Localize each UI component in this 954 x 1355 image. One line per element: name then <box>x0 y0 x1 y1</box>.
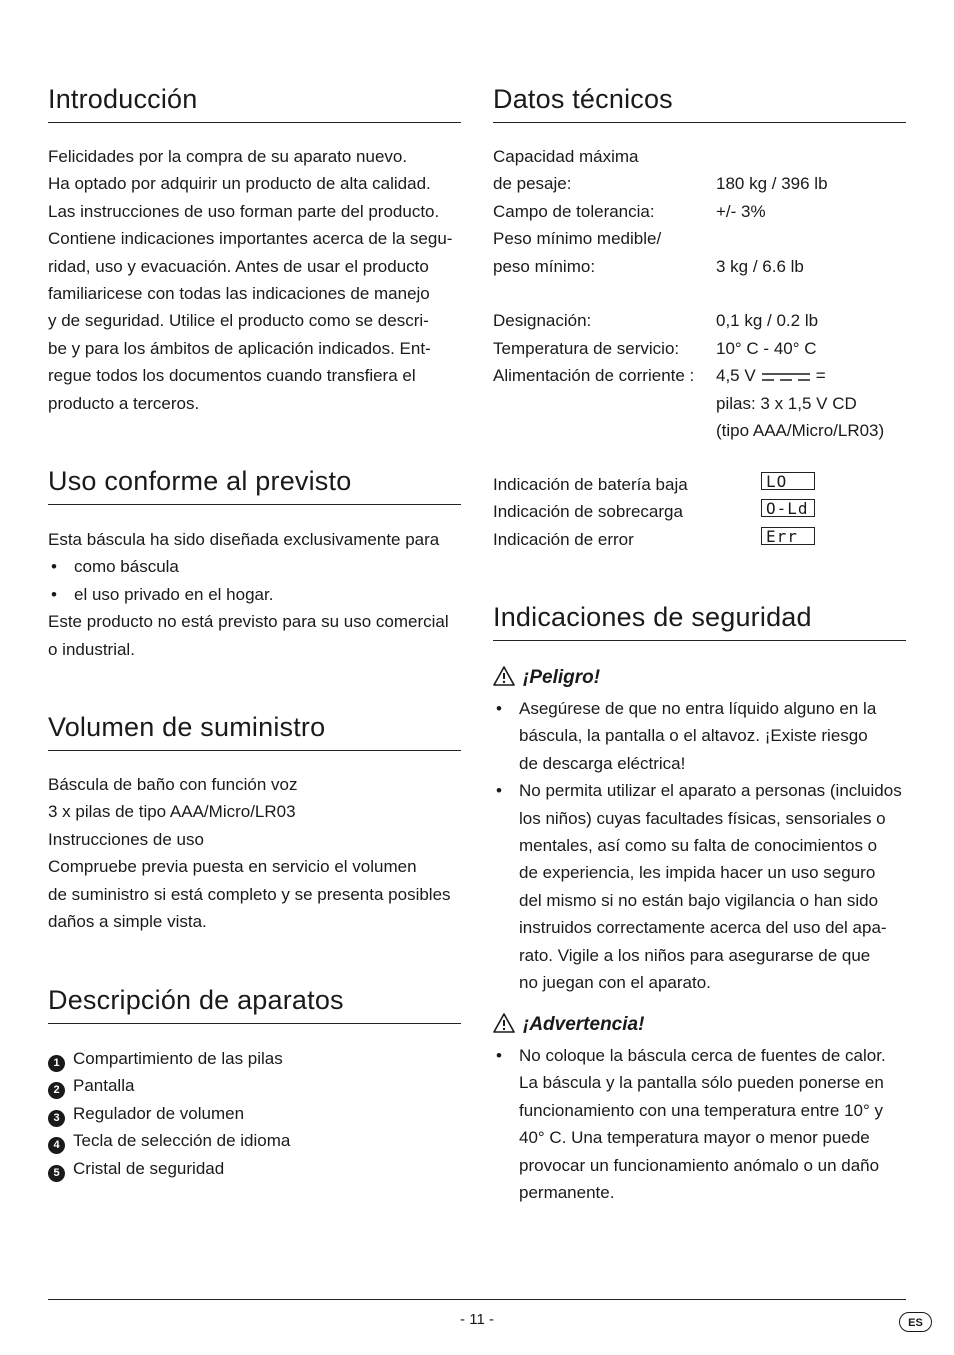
warning-triangle-icon <box>493 1013 515 1033</box>
list-item <box>48 1127 461 1154</box>
indicator-row <box>493 471 906 498</box>
number-badge-icon: 5 <box>48 1165 65 1182</box>
peligro-list <box>493 695 906 996</box>
list-item-label: Pantalla <box>73 1076 135 1096</box>
text-line: los niños) cuyas facultades físicas, sensoriales o <box>519 808 886 828</box>
bullet-item <box>493 1042 906 1206</box>
table-row <box>493 198 884 225</box>
spec-value: 180 kg / 396 lb <box>716 174 828 194</box>
text-line: de suministro si está completo y se presenta posibles <box>48 884 451 904</box>
text-line: de experiencia, les impida hacer un uso seguro <box>519 863 876 883</box>
datos-title: Datos técnicos <box>493 82 906 123</box>
text-line: Las instrucciones de uso forman parte del producto. <box>48 201 440 221</box>
table-row <box>493 225 884 252</box>
table-row <box>493 143 884 170</box>
spec-value: 0,1 kg / 0.2 lb <box>716 311 819 331</box>
spec-key: Peso mínimo medible/ <box>493 229 662 249</box>
text-line: La báscula y la pantalla sólo pueden ponerse en <box>519 1073 884 1093</box>
number-badge-icon: 3 <box>48 1110 65 1127</box>
lcd-low-battery-display: LO <box>761 472 815 490</box>
table-row <box>493 390 884 417</box>
indicator-label: Indicación de batería baja <box>493 475 688 494</box>
table-row <box>493 170 884 197</box>
peligro-heading <box>493 666 600 690</box>
lcd-error-display: Err <box>761 527 815 545</box>
tech-data-table <box>493 143 884 444</box>
list-item <box>48 1045 461 1072</box>
spec-value <box>716 280 884 307</box>
list-item-label: Compartimiento de las pilas <box>73 1049 283 1068</box>
voltage-suffix: = <box>815 366 826 386</box>
warning-triangle-icon <box>493 666 515 686</box>
text-line: o industrial. <box>48 639 135 659</box>
advertencia-heading <box>493 1013 644 1037</box>
text-line: Contiene indicaciones importantes acerca de la segu- <box>48 229 453 249</box>
text-line: 40° C. Una temperatura mayor o menor puede <box>519 1128 870 1148</box>
table-row <box>493 253 884 280</box>
descripcion-list <box>48 1045 461 1182</box>
table-row <box>493 280 884 307</box>
footer-divider <box>48 1299 906 1300</box>
text-line: del mismo si no están bajo vigilancia o han sido <box>519 890 879 910</box>
spec-value: pilas: 3 x 1,5 V CD <box>716 393 857 413</box>
text-line: permanente. <box>519 1183 615 1203</box>
spec-value <box>716 362 884 389</box>
spec-key: Designación: <box>493 311 592 331</box>
text-line: Báscula de baño con función voz <box>48 775 298 794</box>
uso-title: Uso conforme al previsto <box>48 464 461 505</box>
text-line: báscula, la pantalla o el altavoz. ¡Existe riesgo <box>519 726 868 746</box>
intro-title: Introducción <box>48 82 461 123</box>
text-line: daños a simple vista. <box>48 912 207 932</box>
spec-value <box>716 225 884 252</box>
voltage-value: 4,5 V <box>716 366 756 386</box>
table-row <box>493 335 884 362</box>
text-line: provocar un funcionamiento anómalo o un daño <box>519 1155 880 1175</box>
text-line: • No permita utilizar el aparato a personas (incluidos <box>519 781 902 801</box>
list-item <box>48 1155 461 1182</box>
text-line: • No coloque la báscula cerca de fuentes de calor. <box>519 1046 886 1065</box>
number-badge-icon: 2 <box>48 1082 65 1099</box>
bullet-item: • el uso privado en el hogar. <box>48 581 461 608</box>
list-item <box>48 1100 461 1127</box>
bullet-item <box>493 695 906 777</box>
spec-key: peso mínimo: <box>493 256 596 276</box>
text-line: funcionamiento con una temperatura entre 10° y <box>519 1100 884 1120</box>
text-line: Instrucciones de uso <box>48 829 204 849</box>
text-line: Esta báscula ha sido diseñada exclusivamente para <box>48 530 440 549</box>
text-line: rato. Vigile a los niños para asegurarse de que <box>519 945 871 965</box>
number-badge-icon: 1 <box>48 1055 65 1072</box>
text-line: producto a terceros. <box>48 393 200 413</box>
text-line: 3 x pilas de tipo AAA/Micro/LR03 <box>48 802 296 822</box>
table-row <box>493 362 884 389</box>
spec-key <box>493 280 716 307</box>
spec-key: de pesaje: <box>493 174 572 194</box>
peligro-label: ¡Peligro! <box>523 667 601 688</box>
advertencia-label: ¡Advertencia! <box>523 1014 645 1035</box>
text-line: Felicidades por la compra de su aparato nuevo. <box>48 147 408 166</box>
spec-key <box>493 390 716 417</box>
direct-current-icon <box>762 372 810 382</box>
list-item-label: Regulador de volumen <box>73 1103 245 1123</box>
lcd-overload-display: O-Ld <box>761 499 815 517</box>
intro-paragraph <box>48 143 461 417</box>
spec-key: Temperatura de servicio: <box>493 338 680 358</box>
indicator-row <box>493 526 906 553</box>
spec-value: (tipo AAA/Micro/LR03) <box>716 421 885 441</box>
text-line: de descarga eléctrica! <box>519 753 686 773</box>
indicator-list <box>493 471 906 553</box>
seguridad-title: Indicaciones de seguridad <box>493 600 906 641</box>
text-line: Compruebe previa puesta en servicio el volumen <box>48 857 417 877</box>
list-item-label: Cristal de seguridad <box>73 1158 225 1178</box>
indicator-row <box>493 498 906 525</box>
spec-key: Alimentación de corriente : <box>493 366 695 386</box>
text-line: regue todos los documentos cuando transfiera el <box>48 366 416 386</box>
indicator-label: Indicación de error <box>493 529 634 549</box>
text-line: Este producto no está previsto para su uso comercial <box>48 612 449 632</box>
text-line: y de seguridad. Utilice el producto como se descri- <box>48 311 429 331</box>
indicator-label: Indicación de sobrecarga <box>493 502 683 522</box>
text-line: • Asegúrese de que no entra líquido alguno en la <box>519 699 877 718</box>
table-row <box>493 417 884 444</box>
number-badge-icon: 4 <box>48 1137 65 1154</box>
uso-paragraph <box>48 526 461 663</box>
page-number: - 11 - <box>460 1311 494 1328</box>
text-line: familiaricese con todas las indicaciones de manejo <box>48 284 430 304</box>
spec-key: Capacidad máxima <box>493 147 639 166</box>
spec-value: 3 kg / 6.6 lb <box>716 256 804 276</box>
spec-value: 10° C - 40° C <box>716 338 817 358</box>
volumen-paragraph <box>48 771 461 935</box>
volumen-title: Volumen de suministro <box>48 710 461 751</box>
text-line: mentales, así como su falta de conocimientos o <box>519 836 878 856</box>
list-item <box>48 1072 461 1099</box>
language-badge: ES <box>899 1312 932 1332</box>
spec-value: +/- 3% <box>716 201 766 221</box>
spec-key: Campo de tolerancia: <box>493 201 655 221</box>
text-line: be y para los ámbitos de aplicación indicados. Ent- <box>48 338 431 358</box>
descripcion-title: Descripción de aparatos <box>48 983 461 1024</box>
text-line: ridad, uso y evacuación. Antes de usar el producto <box>48 256 429 276</box>
bullet-item: • como báscula <box>48 553 461 580</box>
text-line: no juegan con el aparato. <box>519 973 711 993</box>
bullet-item <box>493 777 906 996</box>
advertencia-list <box>493 1042 906 1206</box>
table-row <box>493 307 884 334</box>
spec-value <box>716 143 884 170</box>
list-item-label: Tecla de selección de idioma <box>73 1131 291 1151</box>
text-line: instruidos correctamente acerca del uso del apa- <box>519 918 887 938</box>
spec-key <box>493 417 716 444</box>
text-line: Ha optado por adquirir un producto de alta calidad. <box>48 174 431 194</box>
